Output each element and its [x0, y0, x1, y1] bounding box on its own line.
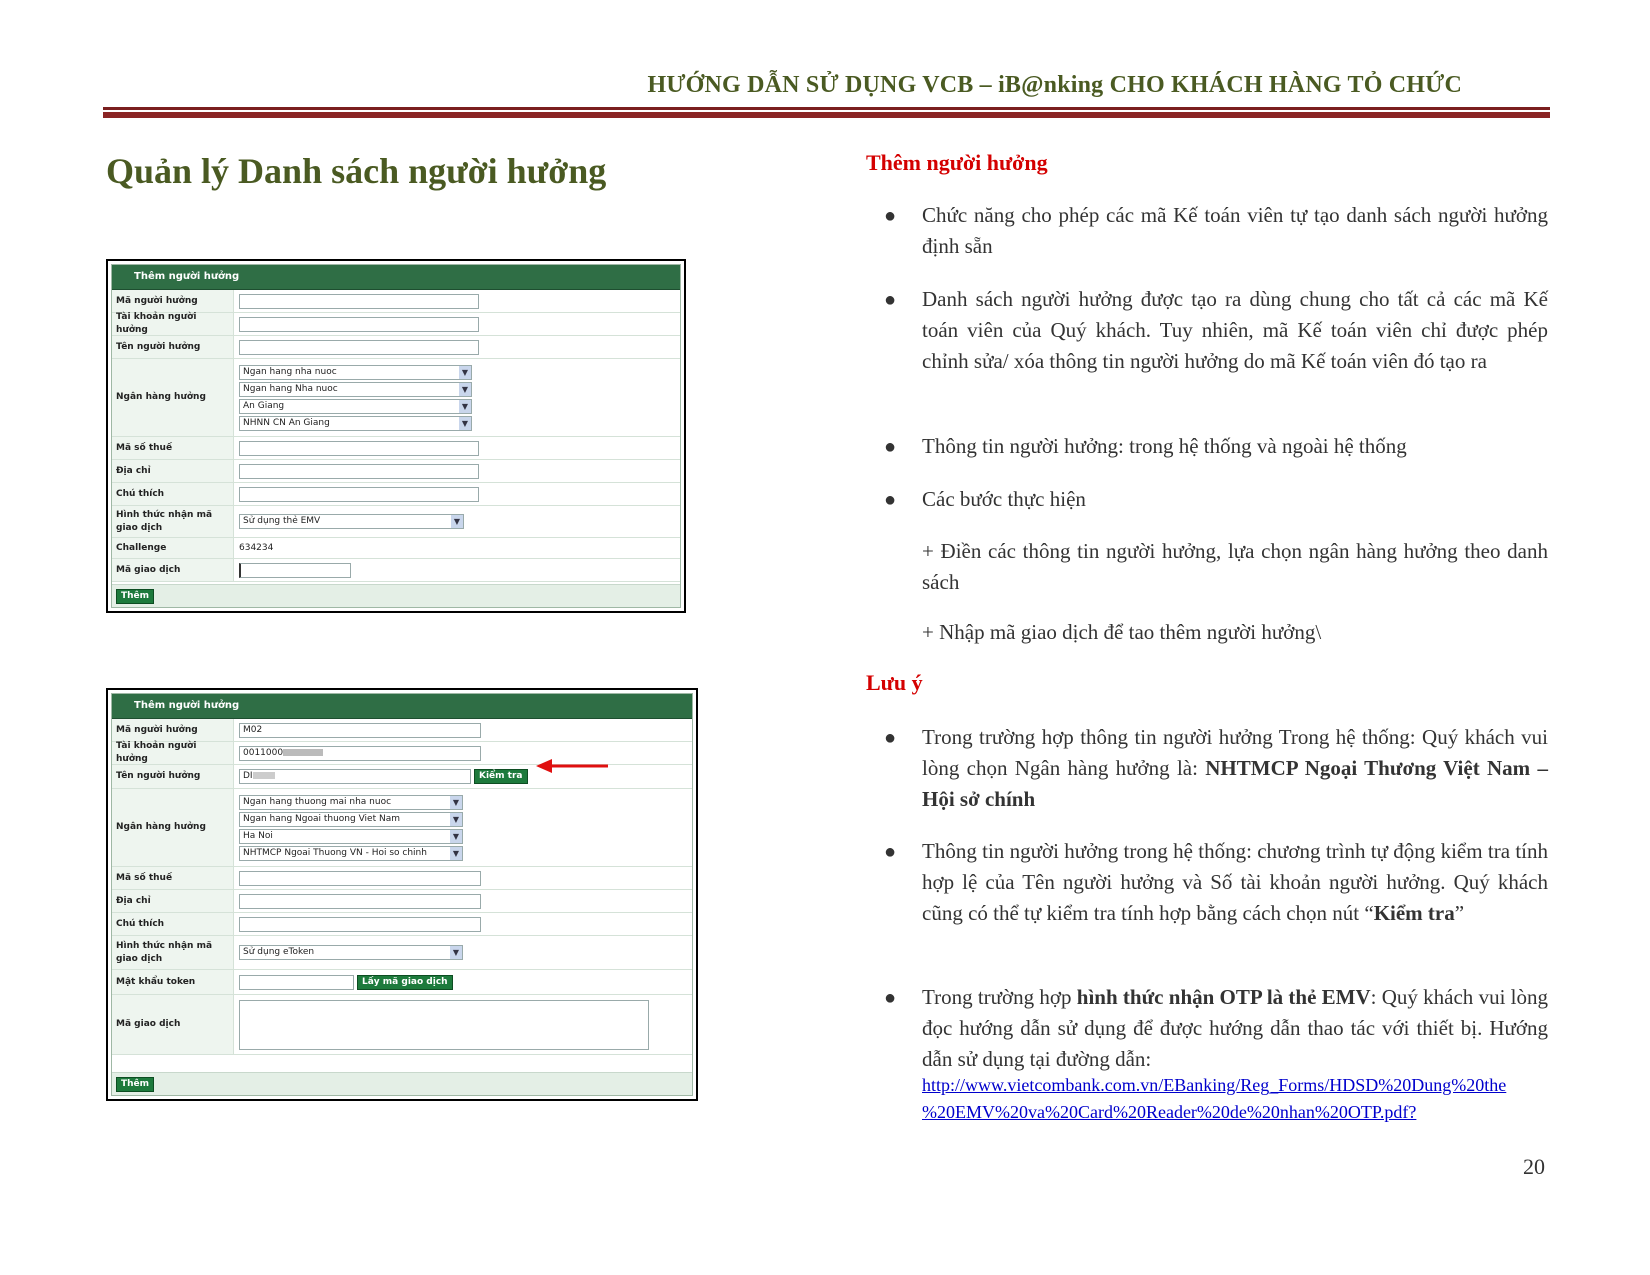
form-label: Challenge — [112, 538, 234, 558]
select-value: Sử dụng eToken — [243, 947, 315, 957]
dia-chi-input[interactable] — [239, 464, 479, 479]
form-row — [112, 913, 692, 936]
select-value: NHNN CN An Giang — [243, 417, 330, 428]
bank-name-select[interactable] — [239, 812, 463, 827]
bullet-icon: ● — [884, 489, 897, 511]
step-1: + Điền các thông tin người hưởng, lựa chọn ngân hàng hưởng theo danh sách — [922, 539, 1548, 594]
province-select[interactable] — [239, 399, 472, 414]
select-value: Ha Noi — [243, 830, 273, 841]
tai-khoan-input[interactable] — [239, 746, 481, 761]
form-label: Tài khoản người hưởng — [112, 742, 234, 764]
note-3 — [922, 982, 1548, 1075]
form-label: Ngân hàng hưởng — [112, 359, 234, 436]
form-row — [112, 970, 692, 995]
note-2-button-name: Kiểm tra — [1373, 901, 1455, 925]
chevron-down-icon: ▼ — [450, 813, 462, 826]
chu-thich-input[interactable] — [239, 487, 479, 502]
chevron-down-icon: ▼ — [450, 796, 462, 809]
ma-so-thue-input[interactable] — [239, 871, 481, 886]
form-label: Mã giao dịch — [112, 559, 234, 581]
tai-khoan-value: 0011000 — [243, 747, 284, 758]
form-row — [112, 867, 692, 890]
ten-nguoi-huong-input[interactable] — [239, 340, 479, 355]
bank-name-select[interactable] — [239, 382, 472, 397]
form-row — [112, 995, 692, 1055]
red-arrow-icon — [536, 756, 610, 776]
form-row — [112, 890, 692, 913]
chevron-down-icon: ▼ — [459, 400, 471, 413]
form-row — [112, 789, 692, 867]
form-label: Mã số thuế — [112, 437, 234, 459]
select-value: Sử dụng thẻ EMV — [243, 516, 321, 526]
form-row — [112, 336, 680, 359]
note-3-text-post: : Quý khách vui lòng đọc hướng dẫn sử dụng để được hướng dẫn thao tác với thiết bị. Hướng dẫn sử dụng tại đường dẫn: — [922, 985, 1548, 1071]
select-value: Ngan hang Nha nuoc — [243, 383, 338, 394]
page-heading: Quản lý Danh sách người hưởng — [106, 151, 607, 191]
select-value: Ngan hang Ngoai thuong Viet Nam — [243, 813, 400, 824]
form-row — [112, 359, 680, 437]
note-1-text: Trong trường hợp thông tin người hưởng Trong hệ thống: Quý khách vui lòng chọn Ngân hàng hưởng là: — [922, 725, 1548, 780]
bullet-icon: ● — [884, 841, 897, 863]
note-1 — [922, 722, 1548, 815]
header-rule-thin — [103, 107, 1550, 110]
bullet-2: Danh sách người hưởng được tạo ra dùng chung cho tất cả các mã Kế toán viên của Quý khách. Tuy nhiên, mã Kế toán viên chỉ được phép chỉnh sửa/ xóa thông tin người hưởng do mã Kế toán viên đó tạo ra — [922, 287, 1548, 373]
form-label: Tài khoản người hưởng — [112, 313, 234, 335]
form-label: Chú thích — [112, 483, 234, 505]
chevron-down-icon: ▼ — [450, 847, 462, 860]
form-label: Địa chỉ — [112, 460, 234, 482]
ma-giao-dich-textarea[interactable] — [239, 1000, 649, 1050]
hinh-thuc-select[interactable] — [239, 945, 463, 960]
form-label: Mã người hưởng — [112, 290, 234, 312]
form-label: Mật khẩu token — [112, 970, 234, 994]
note-2 — [922, 836, 1548, 929]
form-row — [112, 483, 680, 506]
hinh-thuc-select[interactable] — [239, 514, 464, 529]
select-value: NHTMCP Ngoai Thuong VN - Hoi so chinh — [243, 847, 427, 858]
bank-type-select[interactable] — [239, 795, 463, 810]
note-1-bank: NHTMCP Ngoại Thương Việt Nam – Hội sở chính — [922, 756, 1548, 811]
note-2-text: Thông tin người hưởng trong hệ thống: chương trình tự động kiểm tra tính hợp lệ của Tên người hưởng và Số tài khoản người hưởng. Quý khách cũng có thể tự kiểm tra tính hợp bằng cách chọn nút “ — [922, 839, 1548, 925]
step-2: + Nhập mã giao dịch để tao thêm người hưởng\ — [922, 620, 1322, 644]
form-label: Tên người hưởng — [112, 765, 234, 788]
dia-chi-input[interactable] — [239, 894, 481, 909]
form-row — [112, 936, 692, 970]
lay-ma-giao-dich-button[interactable]: Lấy mã giao dịch — [357, 975, 453, 990]
form-row — [112, 313, 680, 336]
ma-so-thue-input[interactable] — [239, 441, 479, 456]
branch-select[interactable] — [239, 416, 472, 431]
bullet-icon: ● — [884, 436, 897, 458]
header-rule-thick — [103, 112, 1550, 118]
ma-nguoi-huong-input[interactable] — [239, 294, 479, 309]
form-row — [112, 437, 680, 460]
form-label: Hình thức nhận mã giao dịch — [112, 936, 234, 969]
select-value: Ngan hang thuong mai nha nuoc — [243, 796, 392, 807]
bullet-1: Chức năng cho phép các mã Kế toán viên tự tạo danh sách người hưởng định sẵn — [922, 203, 1548, 258]
form-row — [112, 719, 692, 742]
challenge-value: 634234 — [239, 543, 274, 553]
add-beneficiary-button[interactable]: Thêm — [116, 589, 154, 604]
form-label: Mã số thuế — [112, 867, 234, 889]
form-2-panel — [111, 693, 693, 1096]
ma-nguoi-huong-input[interactable]: M02 — [239, 723, 481, 738]
form-label: Tên người hưởng — [112, 336, 234, 358]
bullet-3: Thông tin người hưởng: trong hệ thống và ngoài hệ thống — [922, 434, 1407, 458]
form-label: Hình thức nhận mã giao dịch — [112, 506, 234, 537]
link-line-2[interactable]: %20EMV%20va%20Card%20Reader%20de%20nhan%20OTP.pdf? — [922, 1102, 1417, 1122]
bullet-icon: ● — [884, 987, 897, 1009]
chevron-down-icon: ▼ — [459, 417, 471, 430]
form-1-footer — [112, 584, 680, 607]
ma-giao-dich-input[interactable] — [239, 563, 351, 578]
province-select[interactable] — [239, 829, 463, 844]
page-number: 20 — [1523, 1154, 1545, 1179]
chevron-down-icon: ▼ — [459, 366, 471, 379]
form-1-title: Thêm người hưởng — [112, 265, 680, 290]
note-3-emv: hình thức nhận OTP là thẻ EMV — [1076, 985, 1371, 1009]
redacted-mark — [253, 772, 275, 779]
note-2-quote: ” — [1454, 901, 1465, 925]
section-heading-note: Lưu ý — [866, 670, 923, 695]
chevron-down-icon: ▼ — [450, 830, 462, 843]
form-row — [112, 559, 680, 582]
kiem-tra-button[interactable]: Kiểm tra — [474, 769, 528, 784]
form-label: Mã người hưởng — [112, 719, 234, 741]
note-3-text: Trong trường hợp — [922, 985, 1077, 1009]
form-label: Địa chỉ — [112, 890, 234, 912]
form-label: Chú thích — [112, 913, 234, 935]
form-row — [112, 290, 680, 313]
form-1-panel — [111, 264, 681, 608]
redacted-mark — [283, 749, 323, 756]
screenshot-form-2 — [106, 688, 698, 1101]
select-value: Ngan hang nha nuoc — [243, 366, 337, 377]
bank-type-select[interactable] — [239, 365, 472, 380]
bullet-icon: ● — [884, 205, 897, 227]
screenshot-form-1 — [106, 259, 686, 613]
form-row — [112, 460, 680, 483]
form-2-title: Thêm người hưởng — [112, 694, 692, 719]
chevron-down-icon: ▼ — [451, 515, 463, 528]
hdsd-link[interactable] — [922, 1072, 1548, 1126]
section-heading-add: Thêm người hưởng — [866, 150, 1048, 175]
chevron-down-icon: ▼ — [450, 946, 462, 959]
bullet-icon: ● — [884, 289, 897, 311]
header-title: HƯỚNG DẪN SỬ DỤNG VCB – iB@nking CHO KHÁCH HÀNG TỎ CHỨC — [647, 72, 1462, 98]
form-label: Ngân hàng hưởng — [112, 789, 234, 866]
chu-thich-input[interactable] — [239, 917, 481, 932]
form-label: Mã giao dịch — [112, 995, 234, 1054]
chevron-down-icon: ▼ — [459, 383, 471, 396]
branch-select[interactable] — [239, 846, 463, 861]
bullet-4: Các bước thực hiện — [922, 487, 1086, 511]
form-2-footer — [112, 1072, 692, 1095]
form-row — [112, 538, 680, 559]
ten-value: DI — [243, 771, 253, 781]
add-beneficiary-button[interactable]: Thêm — [116, 1077, 154, 1092]
select-value: An Giang — [243, 400, 285, 411]
form-row — [112, 506, 680, 538]
mat-khau-token-input[interactable] — [239, 975, 354, 990]
tai-khoan-input[interactable] — [239, 317, 479, 332]
link-line-1[interactable]: http://www.vietcombank.com.vn/EBanking/Reg_Forms/HDSD%20Dung%20the — [922, 1075, 1507, 1095]
bullet-icon: ● — [884, 727, 897, 749]
ten-nguoi-huong-input[interactable] — [239, 769, 471, 784]
